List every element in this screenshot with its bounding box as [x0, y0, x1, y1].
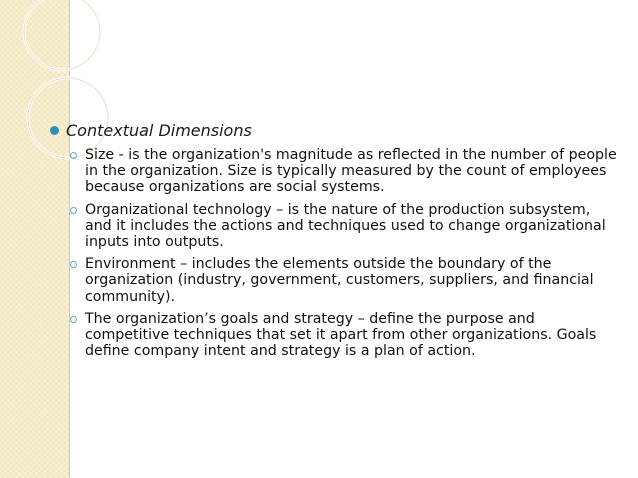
list-item	[50, 256, 620, 305]
sub-bullet-list	[50, 147, 620, 359]
list-item-text: Size - is the organization's magnitude as reflected in the number of people in the organization. Size is typically measured by the count of employees because organizations are social systems.	[85, 147, 617, 196]
list-item	[50, 311, 620, 360]
sub-bullet-icon	[70, 316, 77, 323]
list-item-text: Organizational technology – is the nature of the production subsystem, and it includes the actions and techniques used to change organizational inputs into outputs.	[85, 201, 606, 251]
sub-bullet-icon	[70, 152, 77, 159]
section-heading: Contextual Dimensions	[66, 121, 252, 140]
bullet-icon	[50, 126, 59, 135]
list-item	[50, 147, 620, 196]
list-item-text: Environment – includes the elements outside the boundary of the organization (industry, government, customers, suppliers, and financial community).	[85, 256, 594, 305]
sub-bullet-icon	[70, 261, 77, 268]
list-item	[50, 202, 620, 251]
sub-bullet-icon	[70, 207, 77, 214]
slide-content	[50, 121, 620, 365]
main-bullet	[50, 121, 620, 141]
list-item-text: The organization’s goals and strategy – define the purpose and competitive techniques that set it apart from other organizations. Goals define company intent and strategy is a plan of action.	[85, 310, 597, 360]
